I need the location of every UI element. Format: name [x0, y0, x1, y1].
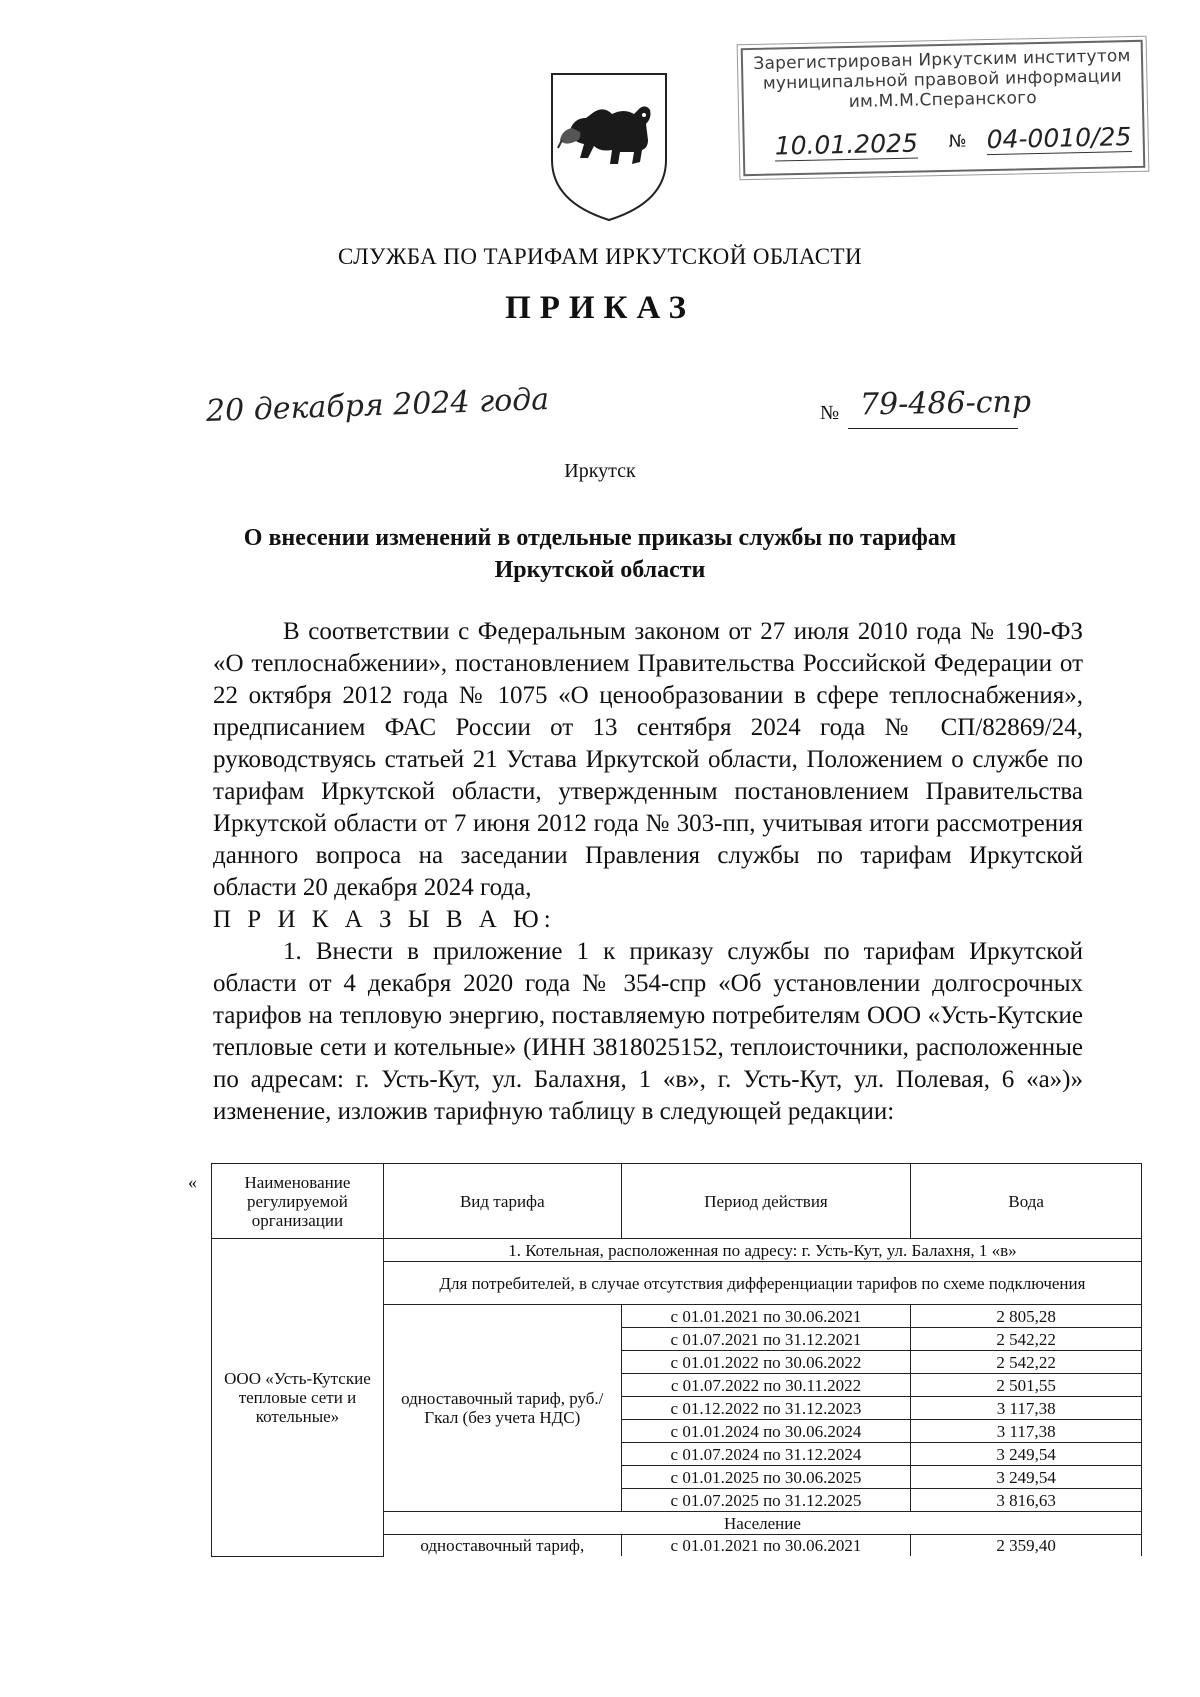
coat-of-arms-icon [548, 68, 670, 224]
period-cell: с 01.01.2024 по 30.06.2024 [621, 1420, 911, 1443]
stamp-line-2: муниципальной правовой информации [762, 66, 1123, 94]
period-cell: с 01.12.2022 по 31.12.2023 [621, 1397, 911, 1420]
stamp-number-label: № [948, 131, 967, 152]
value-cell: 2 359,40 [911, 1535, 1142, 1557]
value-cell: 3 816,63 [911, 1489, 1142, 1512]
value-cell: 3 249,54 [911, 1466, 1142, 1489]
period-cell: с 01.07.2024 по 31.12.2024 [621, 1443, 911, 1466]
value-cell: 2 501,55 [911, 1374, 1142, 1397]
stamp-line-1: Зарегистрирован Иркутским институтом [753, 46, 1131, 74]
table-row [212, 1239, 1142, 1262]
tariff-type-cell: одноставочный тариф, [383, 1535, 621, 1557]
heading-line-2: Иркутской области [494, 557, 706, 583]
column-header: Период действия [621, 1164, 911, 1239]
service-name: СЛУЖБА ПО ТАРИФАМ ИРКУТСКОЙ ОБЛАСТИ [338, 244, 862, 269]
document-heading [200, 522, 1000, 586]
period-cell: с 01.07.2022 по 30.11.2022 [621, 1374, 911, 1397]
value-cell: 2 542,22 [911, 1328, 1142, 1351]
handwritten-order-number: 79-486-спр [859, 384, 1032, 423]
value-cell: 2 542,22 [911, 1351, 1142, 1374]
preamble-paragraph: В соответствии с Федеральным законом от 27 июля 2010 года № 190-ФЗ «О теплоснабжении», постановлением Правительства Российской Федерации от 22 октября 2012 года № 1075 «О ценообразовании в сфере теплоснабжения», предписанием ФАС России от 13 сентября 2024 года № СП/82869/24, руководствуясь статьей 21 Устава Иркутской области, Положением о службе по тарифам Иркутской области, утвержденным постановлением Правительства Иркутской области от 7 июня 2012 года № 303-пп, учитывая итоги рассмотрения данного вопроса на заседании Правления службы по тарифам Иркутской области 20 декабря 2024 года, [213, 618, 1083, 901]
section-cell: 1. Котельная, расположенная по адресу: г. Усть-Кут, ул. Балахня, 1 «в» [383, 1239, 1141, 1262]
stamp-date: 10.01.2025 [774, 128, 919, 161]
organization-cell: ООО «Усть-Кутские тепловые сети и котельные» [212, 1239, 384, 1557]
stamp-registration [766, 124, 1133, 166]
column-header: Вид тарифа [383, 1164, 621, 1239]
value-cell: 3 249,54 [911, 1443, 1142, 1466]
clause-1-paragraph: 1. Внести в приложение 1 к приказу службы по тарифам Иркутской области от 4 декабря 2020 года № 354-спр «Об установлении долгосрочных тарифов на тепловую энергию, поставляемую потребителям ООО «Усть-Кутские тепловые сети и котельные» (ИНН 3818025152, теплоисточники, расположенные по адресам: г. Усть-Кут, ул. Балахня, 1 «в», г. Усть-Кут, ул. Полевая, 6 «а»)» изменение, изложив тарифную таблицу в следующей редакции: [213, 938, 1083, 1125]
column-header: Наименование регулируемой организации [212, 1164, 384, 1239]
period-cell: с 01.01.2025 по 30.06.2025 [621, 1466, 911, 1489]
period-cell: с 01.01.2021 по 30.06.2021 [621, 1305, 911, 1328]
tariff-table [211, 1163, 1142, 1557]
value-cell: 3 117,38 [911, 1420, 1142, 1443]
period-cell: с 01.07.2021 по 31.12.2021 [621, 1328, 911, 1351]
registration-stamp [741, 40, 1146, 176]
stamp-number: 04-0010/25 [986, 122, 1132, 155]
orders-word: П Р И К А З Ы В А Ю: [213, 906, 556, 933]
document-body [213, 616, 1083, 1128]
value-cell: 3 117,38 [911, 1397, 1142, 1420]
table-header-row [212, 1164, 1142, 1239]
order-number-label: № [820, 402, 840, 424]
city: Иркутск [564, 460, 636, 482]
period-cell: с 01.01.2021 по 30.06.2021 [621, 1535, 911, 1557]
heading-line-1: О внесении изменений в отдельные приказы службы по тарифам [243, 525, 957, 551]
handwritten-date: 20 декабря 2024 года [205, 382, 550, 429]
document-title: ПРИКАЗ [505, 290, 695, 326]
quote-open: « [188, 1172, 197, 1192]
population-cell: Население [383, 1512, 1141, 1535]
stamp-line-3: им.М.М.Сперанского [848, 88, 1038, 112]
subsection-cell: Для потребителей, в случае отсутствия дифференциации тарифов по схеме подключения [383, 1262, 1141, 1305]
tariff-type-cell: одноставочный тариф, руб./Гкал (без учета НДС) [383, 1305, 621, 1512]
period-cell: с 01.07.2025 по 31.12.2025 [621, 1489, 911, 1512]
period-cell: с 01.01.2022 по 30.06.2022 [621, 1351, 911, 1374]
value-cell: 2 805,28 [911, 1305, 1142, 1328]
order-number-underline [848, 428, 1018, 429]
column-header: Вода [911, 1164, 1142, 1239]
